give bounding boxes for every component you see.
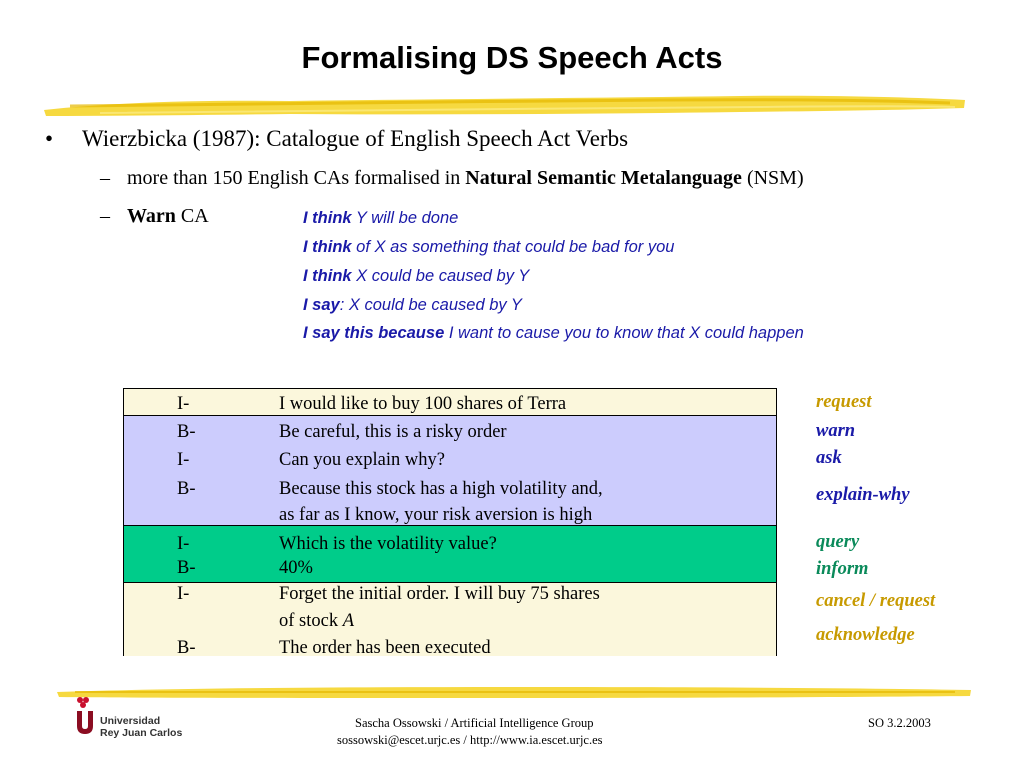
bullet-text: Wierzbicka (1987): Catalogue of English Speech Act Verbs xyxy=(82,126,629,151)
university-logo-icon xyxy=(74,696,98,736)
nsm-rest: of X as something that could be bad for you xyxy=(351,238,675,256)
speaker: I- xyxy=(177,394,190,414)
bottom-brush-stroke xyxy=(55,682,975,704)
footer-contact: sossowski@escet.urjc.es / http://www.ia.escet.urjc.es xyxy=(337,733,603,747)
speaker: I- xyxy=(177,534,190,554)
act-label-ask: ask xyxy=(816,448,842,468)
act-label-cancel-request: cancel / request xyxy=(816,591,936,611)
nsm-line xyxy=(303,238,674,257)
logo-line-1: Universidad xyxy=(100,715,161,727)
speaker: B- xyxy=(177,422,196,442)
sub-item-warn-post: CA xyxy=(175,205,209,227)
sub-item-nsm-post: (NSM) xyxy=(741,167,804,189)
utterance: Which is the volatility value? xyxy=(279,534,497,554)
nsm-line xyxy=(303,296,522,315)
utterance: Be careful, this is a risky order xyxy=(279,422,507,442)
sub-item-warn-bold: Warn xyxy=(127,205,176,227)
utterance-italic: A xyxy=(342,611,355,631)
nsm-bold: I say this because xyxy=(303,324,445,342)
sub-item-warn xyxy=(127,205,209,228)
nsm-line xyxy=(303,267,529,286)
slide-title: Formalising DS Speech Acts xyxy=(301,40,723,75)
nsm-bold: I say xyxy=(303,296,340,314)
nsm-bold: I think xyxy=(303,267,352,285)
nsm-rest: : X could be caused by Y xyxy=(339,296,522,314)
speaker: B- xyxy=(177,479,196,499)
utterance: I would like to buy 100 shares of Terra xyxy=(279,394,567,414)
footer-date: SO 3.2.2003 xyxy=(868,716,931,730)
nsm-bold: I think xyxy=(303,209,352,227)
university-logo-text xyxy=(100,715,182,739)
act-label-request: request xyxy=(816,392,872,412)
speaker: B- xyxy=(177,638,196,658)
utterance: 40% xyxy=(279,558,313,578)
act-label-acknowledge: acknowledge xyxy=(816,625,915,645)
sub-item-nsm-pre: more than 150 English CAs formalised in xyxy=(127,167,466,189)
bullet-mark: • xyxy=(45,126,54,151)
act-label-query: query xyxy=(816,532,860,552)
sub-dash-2: – xyxy=(100,205,110,227)
utterance: Because this stock has a high volatility and, xyxy=(279,479,603,499)
utterance: as far as I know, your risk aversion is high xyxy=(279,505,593,525)
utterance: Can you explain why? xyxy=(279,450,445,470)
utterance: The order has been executed xyxy=(279,638,491,658)
dialogue-table xyxy=(123,388,777,656)
utterance-text: of stock xyxy=(279,611,343,631)
footer-author: Sascha Ossowski / Artificial Intelligence Group xyxy=(355,716,594,730)
speaker: B- xyxy=(177,558,196,578)
sub-item-nsm xyxy=(127,167,804,190)
nsm-rest: Y will be done xyxy=(351,209,459,227)
utterance xyxy=(279,611,354,632)
top-brush-stroke xyxy=(40,88,970,124)
utterance: Forget the initial order. I will buy 75 shares xyxy=(279,584,600,604)
nsm-line xyxy=(303,324,804,343)
nsm-bold: I think xyxy=(303,238,352,256)
act-label-inform: inform xyxy=(816,559,869,579)
logo-line-2: Rey Juan Carlos xyxy=(100,727,183,739)
sub-dash-1: – xyxy=(100,167,110,189)
act-label-warn: warn xyxy=(816,421,856,441)
speaker: I- xyxy=(177,450,190,470)
sub-item-nsm-bold: Natural Semantic Metalanguage xyxy=(465,167,742,189)
act-label-explain-why: explain-why xyxy=(816,485,910,505)
nsm-rest: I want to cause you to know that X could happen xyxy=(444,324,804,342)
speaker: I- xyxy=(177,584,190,604)
nsm-rest: X could be caused by Y xyxy=(351,267,530,285)
nsm-line xyxy=(303,209,458,228)
